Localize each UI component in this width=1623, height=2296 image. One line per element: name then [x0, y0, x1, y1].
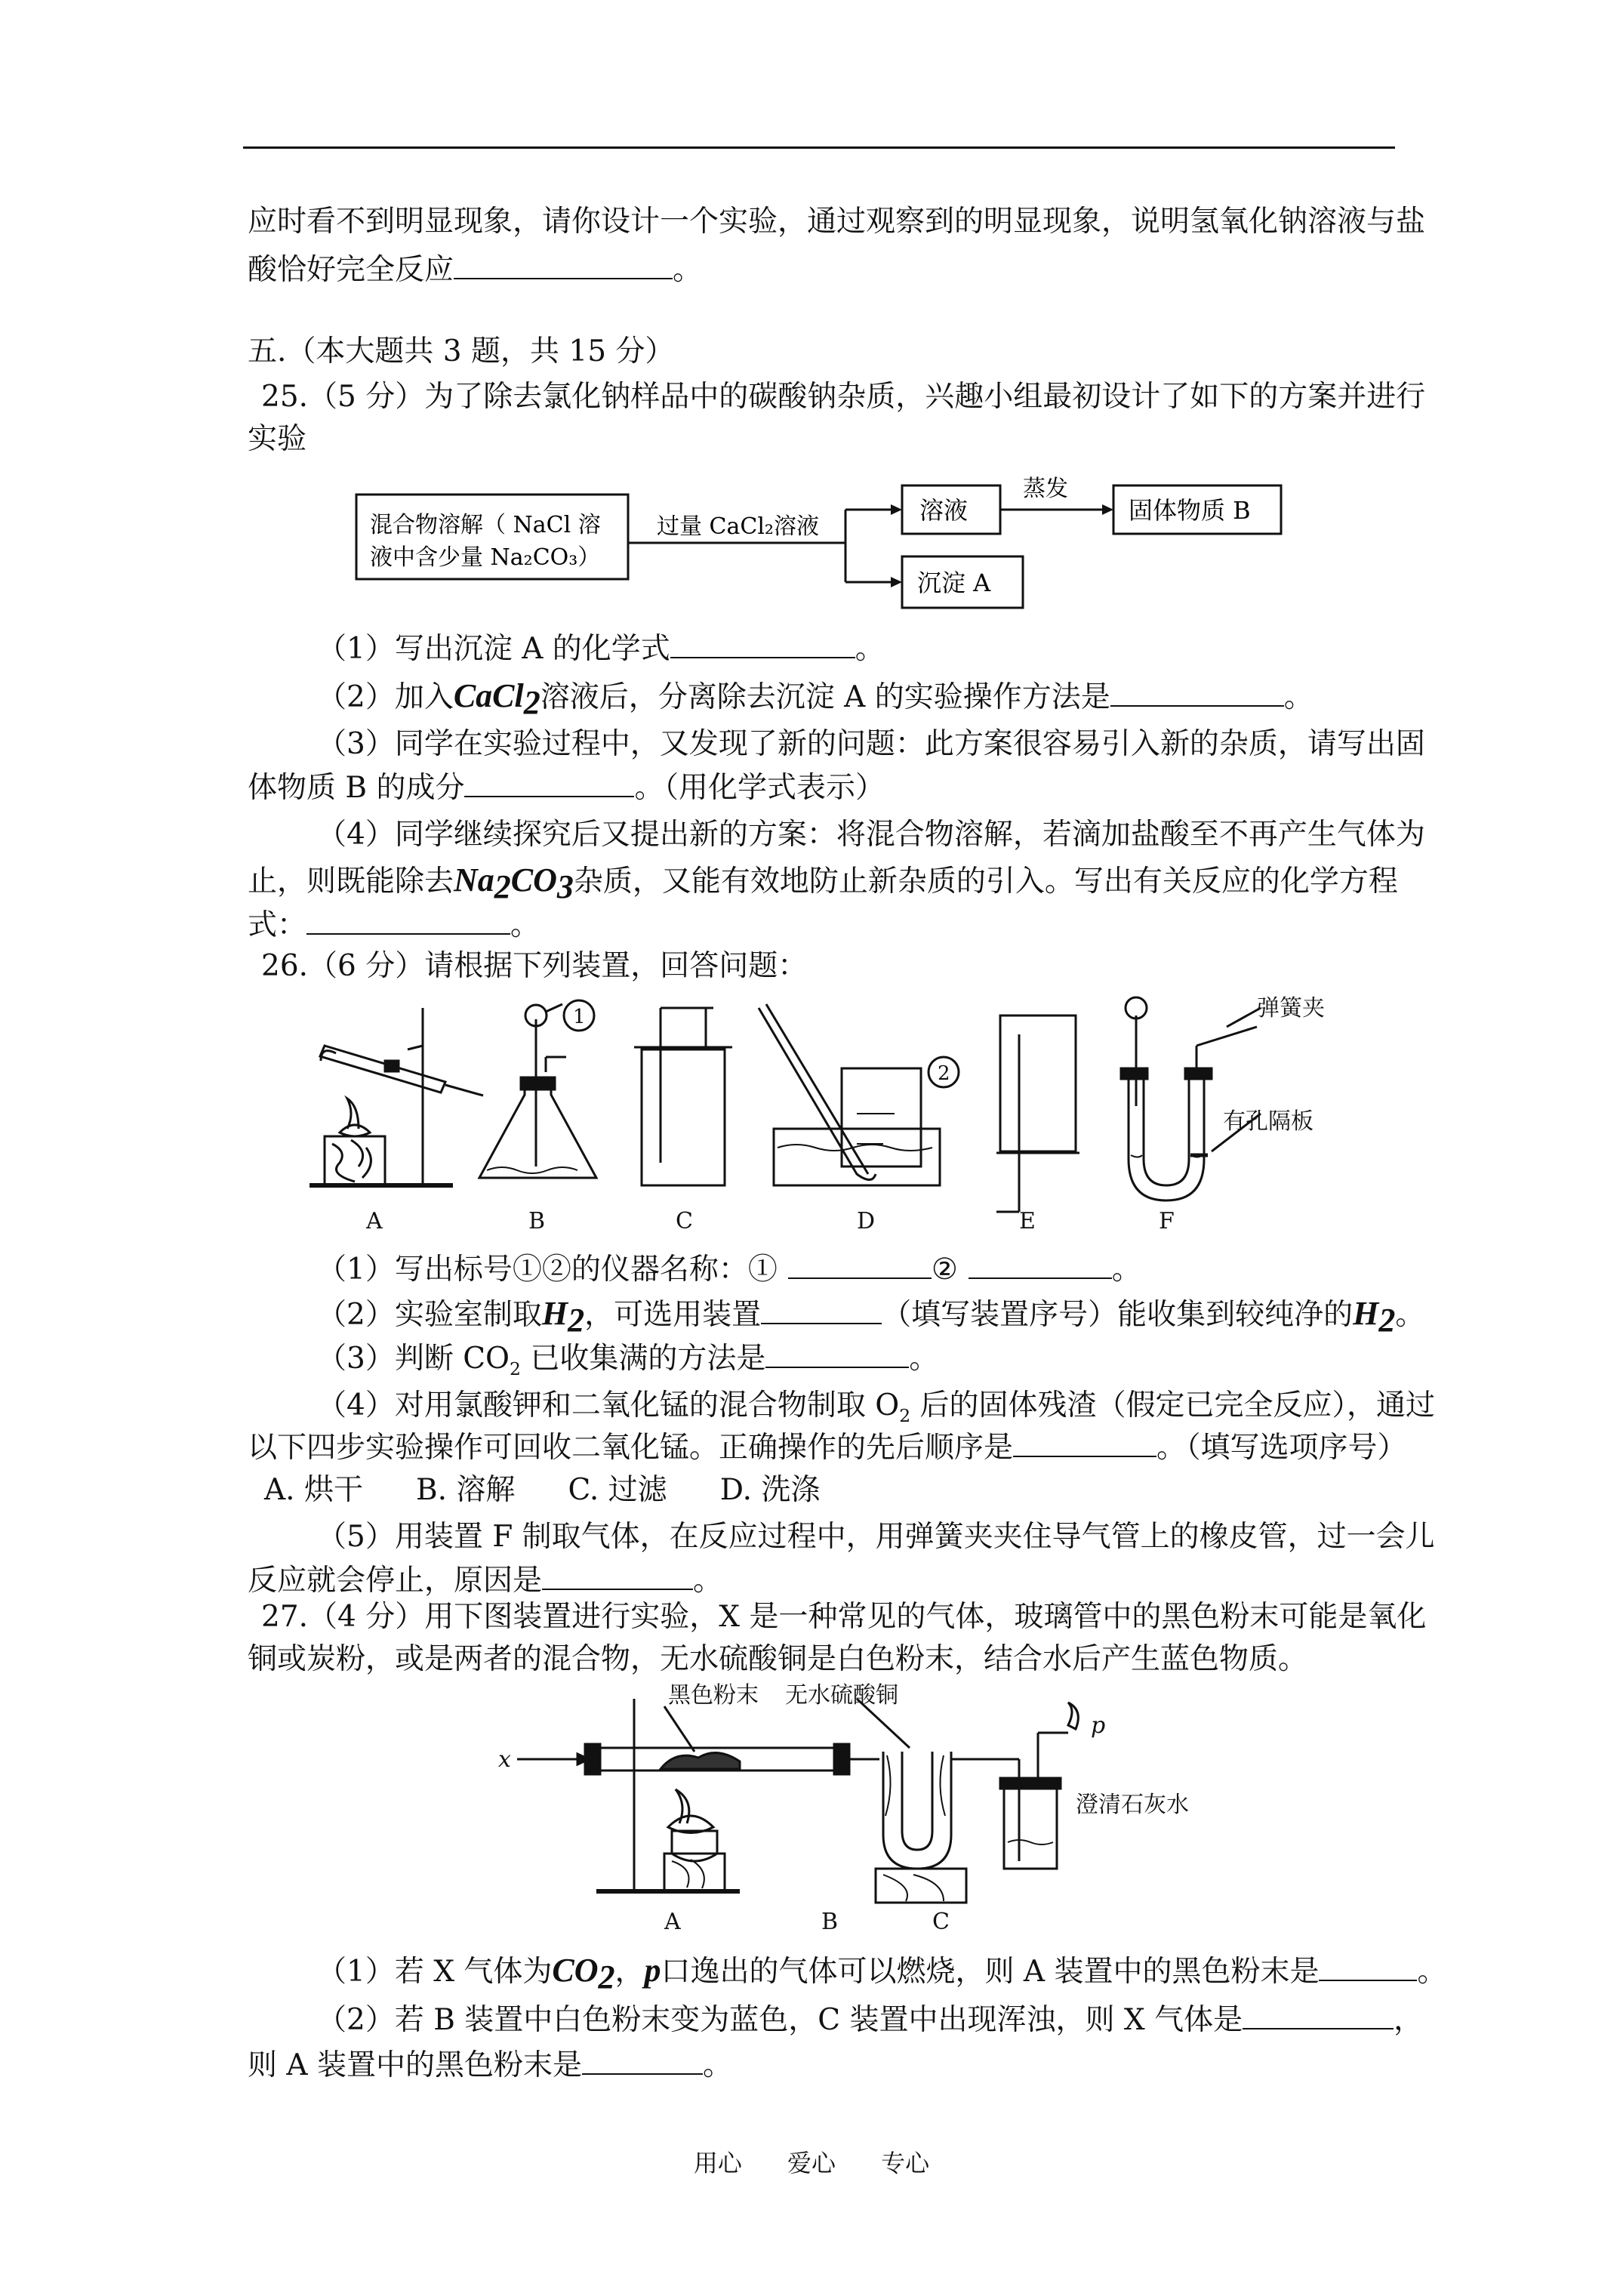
page-footer: 用心 爱心 专心	[693, 2149, 930, 2177]
option-d: D. 洗涤	[719, 1473, 821, 1507]
text: 口逸出的气体可以燃烧，则 A 装置中的黑色粉末是	[661, 1955, 1320, 1989]
label-C: C	[676, 1208, 693, 1234]
q26-p4-line1	[317, 1388, 1435, 1434]
subscript: 3	[556, 868, 574, 905]
option-a: A. 烘干	[264, 1473, 363, 1507]
q25-p2	[317, 678, 1313, 721]
q26-p5-line2	[248, 1563, 722, 1599]
answer-blank[interactable]	[788, 1252, 932, 1279]
label-C: C	[932, 1909, 950, 1935]
text: 。	[693, 1564, 723, 1598]
q26-p3	[317, 1341, 938, 1387]
q26-options	[264, 1472, 873, 1509]
flowchart-svg	[347, 472, 1283, 653]
answer-blank[interactable]	[306, 908, 510, 935]
label-black-powder: 黑色粉末	[668, 1682, 759, 1709]
q25-p4-line2	[248, 862, 1398, 905]
answer-blank[interactable]	[542, 1563, 693, 1590]
text: （2）实验室制取	[317, 1298, 542, 1332]
q24-line2	[248, 252, 702, 288]
subscript: 2	[568, 1301, 585, 1339]
q25-p4-line3	[248, 908, 540, 944]
text: 。	[673, 253, 703, 287]
box-precip-a-text: 沉淀 A	[917, 569, 991, 597]
subscript: 2	[1378, 1301, 1396, 1339]
q27-p1	[317, 1952, 1447, 1996]
q26-intro: 26.（6 分）请根据下列装置，回答问题：	[261, 949, 808, 983]
label-F: F	[1159, 1208, 1175, 1234]
apparatus-svg	[306, 993, 1325, 1234]
formula: Na	[454, 861, 494, 898]
label-D: D	[857, 1208, 876, 1234]
q27-apparatus-svg	[491, 1680, 1189, 1937]
q26-p5-line1: （5）用装置 F 制取气体，在反应过程中，用弹簧夹夹住导气管上的橡皮管，过一会儿	[317, 1520, 1435, 1554]
q25-p3-line2	[248, 770, 885, 806]
answer-blank[interactable]	[765, 1341, 909, 1368]
formula: H	[1353, 1295, 1379, 1332]
label-p: p	[1091, 1712, 1106, 1739]
label-spring-clip: 弹簧夹	[1257, 995, 1325, 1022]
option-c: C. 过滤	[568, 1473, 667, 1507]
text: 式：	[248, 908, 307, 942]
subscript: 2	[494, 868, 511, 905]
option-b: B. 溶解	[415, 1473, 516, 1507]
q26-apparatus-figure	[306, 993, 1325, 1234]
subscript: 2	[523, 683, 540, 721]
text: 。	[510, 908, 540, 942]
q27-apparatus-figure	[491, 1680, 1189, 1937]
answer-blank[interactable]	[582, 2048, 703, 2075]
subscript: 2	[510, 1358, 521, 1379]
text: ，	[614, 1955, 645, 1989]
text: 后的固体残渣（假定已完全反应），通过	[910, 1388, 1435, 1422]
q25-p1	[317, 631, 885, 667]
box-solid-b-text: 固体物质 B	[1129, 496, 1251, 525]
q26-p4-line2	[248, 1430, 1407, 1466]
answer-blank[interactable]	[1013, 1430, 1156, 1457]
formula: CO	[510, 861, 557, 898]
text: （1）若 X 气体为	[317, 1955, 553, 1989]
formula: p	[644, 1952, 661, 1989]
arrowhead	[1102, 504, 1113, 515]
arrow-label: 过量 CaCl₂溶液	[657, 513, 819, 540]
q27-p2-line1	[317, 2002, 1423, 2039]
label-limewater: 澄清石灰水	[1076, 1792, 1189, 1818]
q26-p2	[317, 1296, 1424, 1339]
label-B: B	[821, 1909, 839, 1935]
text: （1）写出沉淀 A 的化学式	[317, 632, 670, 666]
answer-blank[interactable]	[454, 252, 673, 279]
text: 。	[1395, 1298, 1425, 1332]
text: 已收集满的方法是	[520, 1342, 766, 1376]
text: （4）对用氯酸钾和二氧化锰的混合物制取 O	[317, 1388, 900, 1422]
text: 止，则既能除去	[248, 864, 454, 898]
label-A: A	[664, 1909, 681, 1935]
q24-line1	[248, 204, 1425, 240]
label-A: A	[366, 1208, 383, 1234]
header-rule	[243, 146, 1395, 149]
text: （2）加入	[317, 680, 454, 714]
answer-blank[interactable]	[670, 631, 855, 658]
answer-blank[interactable]	[761, 1297, 882, 1324]
arrowhead	[891, 504, 902, 515]
text: ，	[1394, 2003, 1424, 2037]
q25-flowchart	[347, 472, 1283, 653]
q26-p1	[317, 1252, 1141, 1288]
box-solution-text: 溶液	[919, 496, 969, 525]
text: （3）判断 CO	[317, 1342, 510, 1376]
q25-intro1: 25.（5 分）为了除去氯化钠样品中的碳酸钠杂质，兴趣小组最初设计了如下的方案并进行	[261, 380, 1426, 414]
text: ②	[931, 1253, 958, 1287]
text: 。（填写选项序号）	[1156, 1431, 1407, 1465]
text: 酸恰好完全反应	[248, 253, 454, 287]
text: 应时看不到明显现象，请你设计一个实验，通过观察到的明显现象，说明氢氧化钠溶液与盐	[248, 205, 1426, 239]
answer-blank[interactable]	[1319, 1954, 1417, 1981]
answer-blank[interactable]	[464, 770, 634, 797]
text: 反应就会停止，原因是	[248, 1564, 543, 1598]
subscript: 2	[899, 1404, 911, 1426]
text: 。	[855, 632, 885, 666]
text: 。（用化学式表示）	[634, 771, 885, 805]
answer-blank[interactable]	[969, 1252, 1112, 1279]
text: 溶液后，分离除去沉淀 A 的实验操作方法是	[540, 680, 1110, 714]
text: 。	[1417, 1955, 1447, 1989]
q25-p3-line1: （3）同学在实验过程中，又发现了新的问题：此方案很容易引入新的杂质，请写出固	[317, 727, 1425, 761]
label-x: x	[498, 1746, 511, 1773]
text: 。	[1111, 1253, 1141, 1287]
label-E: E	[1019, 1208, 1036, 1234]
text: 。	[1283, 680, 1313, 714]
answer-blank[interactable]	[1110, 680, 1284, 707]
circle-label-1: 1	[573, 1006, 586, 1028]
text: ，可选用装置	[584, 1298, 762, 1332]
text: （2）若 B 装置中白色粉末变为蓝色，C 装置中出现浑浊，则 X 气体是	[317, 2003, 1243, 2037]
q27-p2-line2	[248, 2048, 732, 2084]
formula: H	[541, 1295, 568, 1332]
text: 体物质 B 的成分	[248, 771, 465, 805]
answer-blank[interactable]	[1243, 2002, 1394, 2029]
text: 。	[702, 2048, 732, 2082]
section5-heading: 五.（本大题共 3 题，共 15 分）	[248, 334, 675, 368]
label-B: B	[528, 1208, 546, 1234]
q27-intro2: 铜或炭粉，或是两者的混合物，无水硫酸铜是白色粉末，结合水后产生蓝色物质。	[248, 1642, 1308, 1676]
text: （填写装置序号）能收集到较纯净的	[882, 1298, 1354, 1332]
q25-intro2: 实验	[248, 422, 307, 456]
formula: CO	[552, 1952, 599, 1989]
box-mixture-line1: 混合物溶解（ NaCl 溶	[370, 512, 601, 538]
q25-p4-line1: （4）同学继续探究后又提出新的方案：将混合物溶解，若滴加盐酸至不再产生气体为	[317, 818, 1425, 852]
text: 以下四步实验操作可回收二氧化锰。正确操作的先后顺序是	[248, 1431, 1014, 1465]
text: 则 A 装置中的黑色粉末是	[248, 2048, 582, 2082]
box-mixture-line2: 液中含少量 Na₂CO₃）	[370, 544, 601, 571]
evap-label: 蒸发	[1023, 476, 1068, 502]
label-cuso4: 无水硫酸铜	[785, 1682, 898, 1709]
formula: CaCl	[453, 677, 524, 714]
circle-label-2: 2	[938, 1062, 950, 1085]
text: 杂质，又能有效地防止新杂质的引入。写出有关反应的化学方程	[573, 864, 1398, 898]
arrowhead	[891, 577, 902, 587]
label-porous-plate: 有孔隔板	[1223, 1108, 1313, 1135]
text: 。	[909, 1342, 939, 1376]
subscript: 2	[598, 1958, 615, 1996]
q27-intro1: 27.（4 分）用下图装置进行实验，X 是一种常见的气体，玻璃管中的黑色粉末可能是氧化	[261, 1600, 1427, 1634]
text: （1）写出标号①②的仪器名称：①	[317, 1253, 778, 1287]
